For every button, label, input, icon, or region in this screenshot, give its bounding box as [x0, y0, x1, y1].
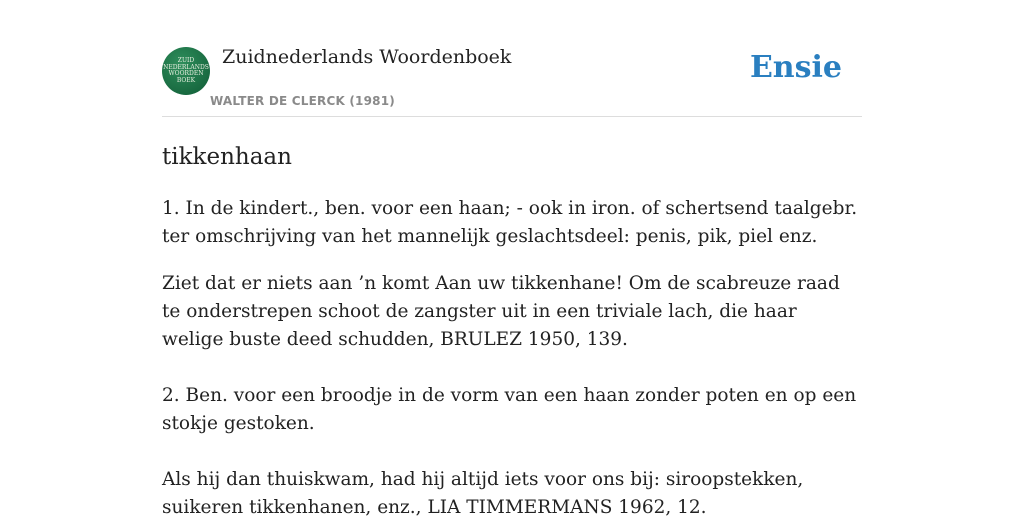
ensie-logo[interactable]: Ensie: [749, 50, 842, 85]
page: [162, 0, 862, 522]
logo-text: ZUID NEDERLANDS WOORDEN BOEK: [163, 57, 209, 84]
book-title-link[interactable]: Zuidnederlands Woordenboek: [222, 46, 512, 68]
book-cover-logo[interactable]: [162, 47, 210, 95]
quotation-1: Ziet dat er niets aan ’n komt Aan uw tikkenhane! Om de scabreuze raad te onderstrepen schoot de zangster uit in een triviale lach, die haar welige buste deed schudden, BRULEZ 1950, 139.: [162, 273, 840, 350]
definition-2: 2. Ben. voor een broodje in de vorm van een haan zonder poten en op een stokje gestoken.: [162, 385, 857, 434]
quotation-2: Als hij dan thuiskwam, had hij altijd iets voor ons bij: siroopstekken, suikeren tikkenhanen, enz., LIA TIMMERMANS 1962, 12.: [162, 469, 804, 518]
source-header: [162, 0, 862, 117]
definition-1: 1. In de kindert., ben. voor een haan; - ook in iron. of schertsend taalgebr. ter omschrijving van het mannelijk geslachtsdeel: penis, pik, piel enz.: [162, 198, 858, 247]
book-author: WALTER DE CLERCK (1981): [210, 94, 395, 108]
entry-headword: tikkenhaan: [162, 144, 292, 170]
